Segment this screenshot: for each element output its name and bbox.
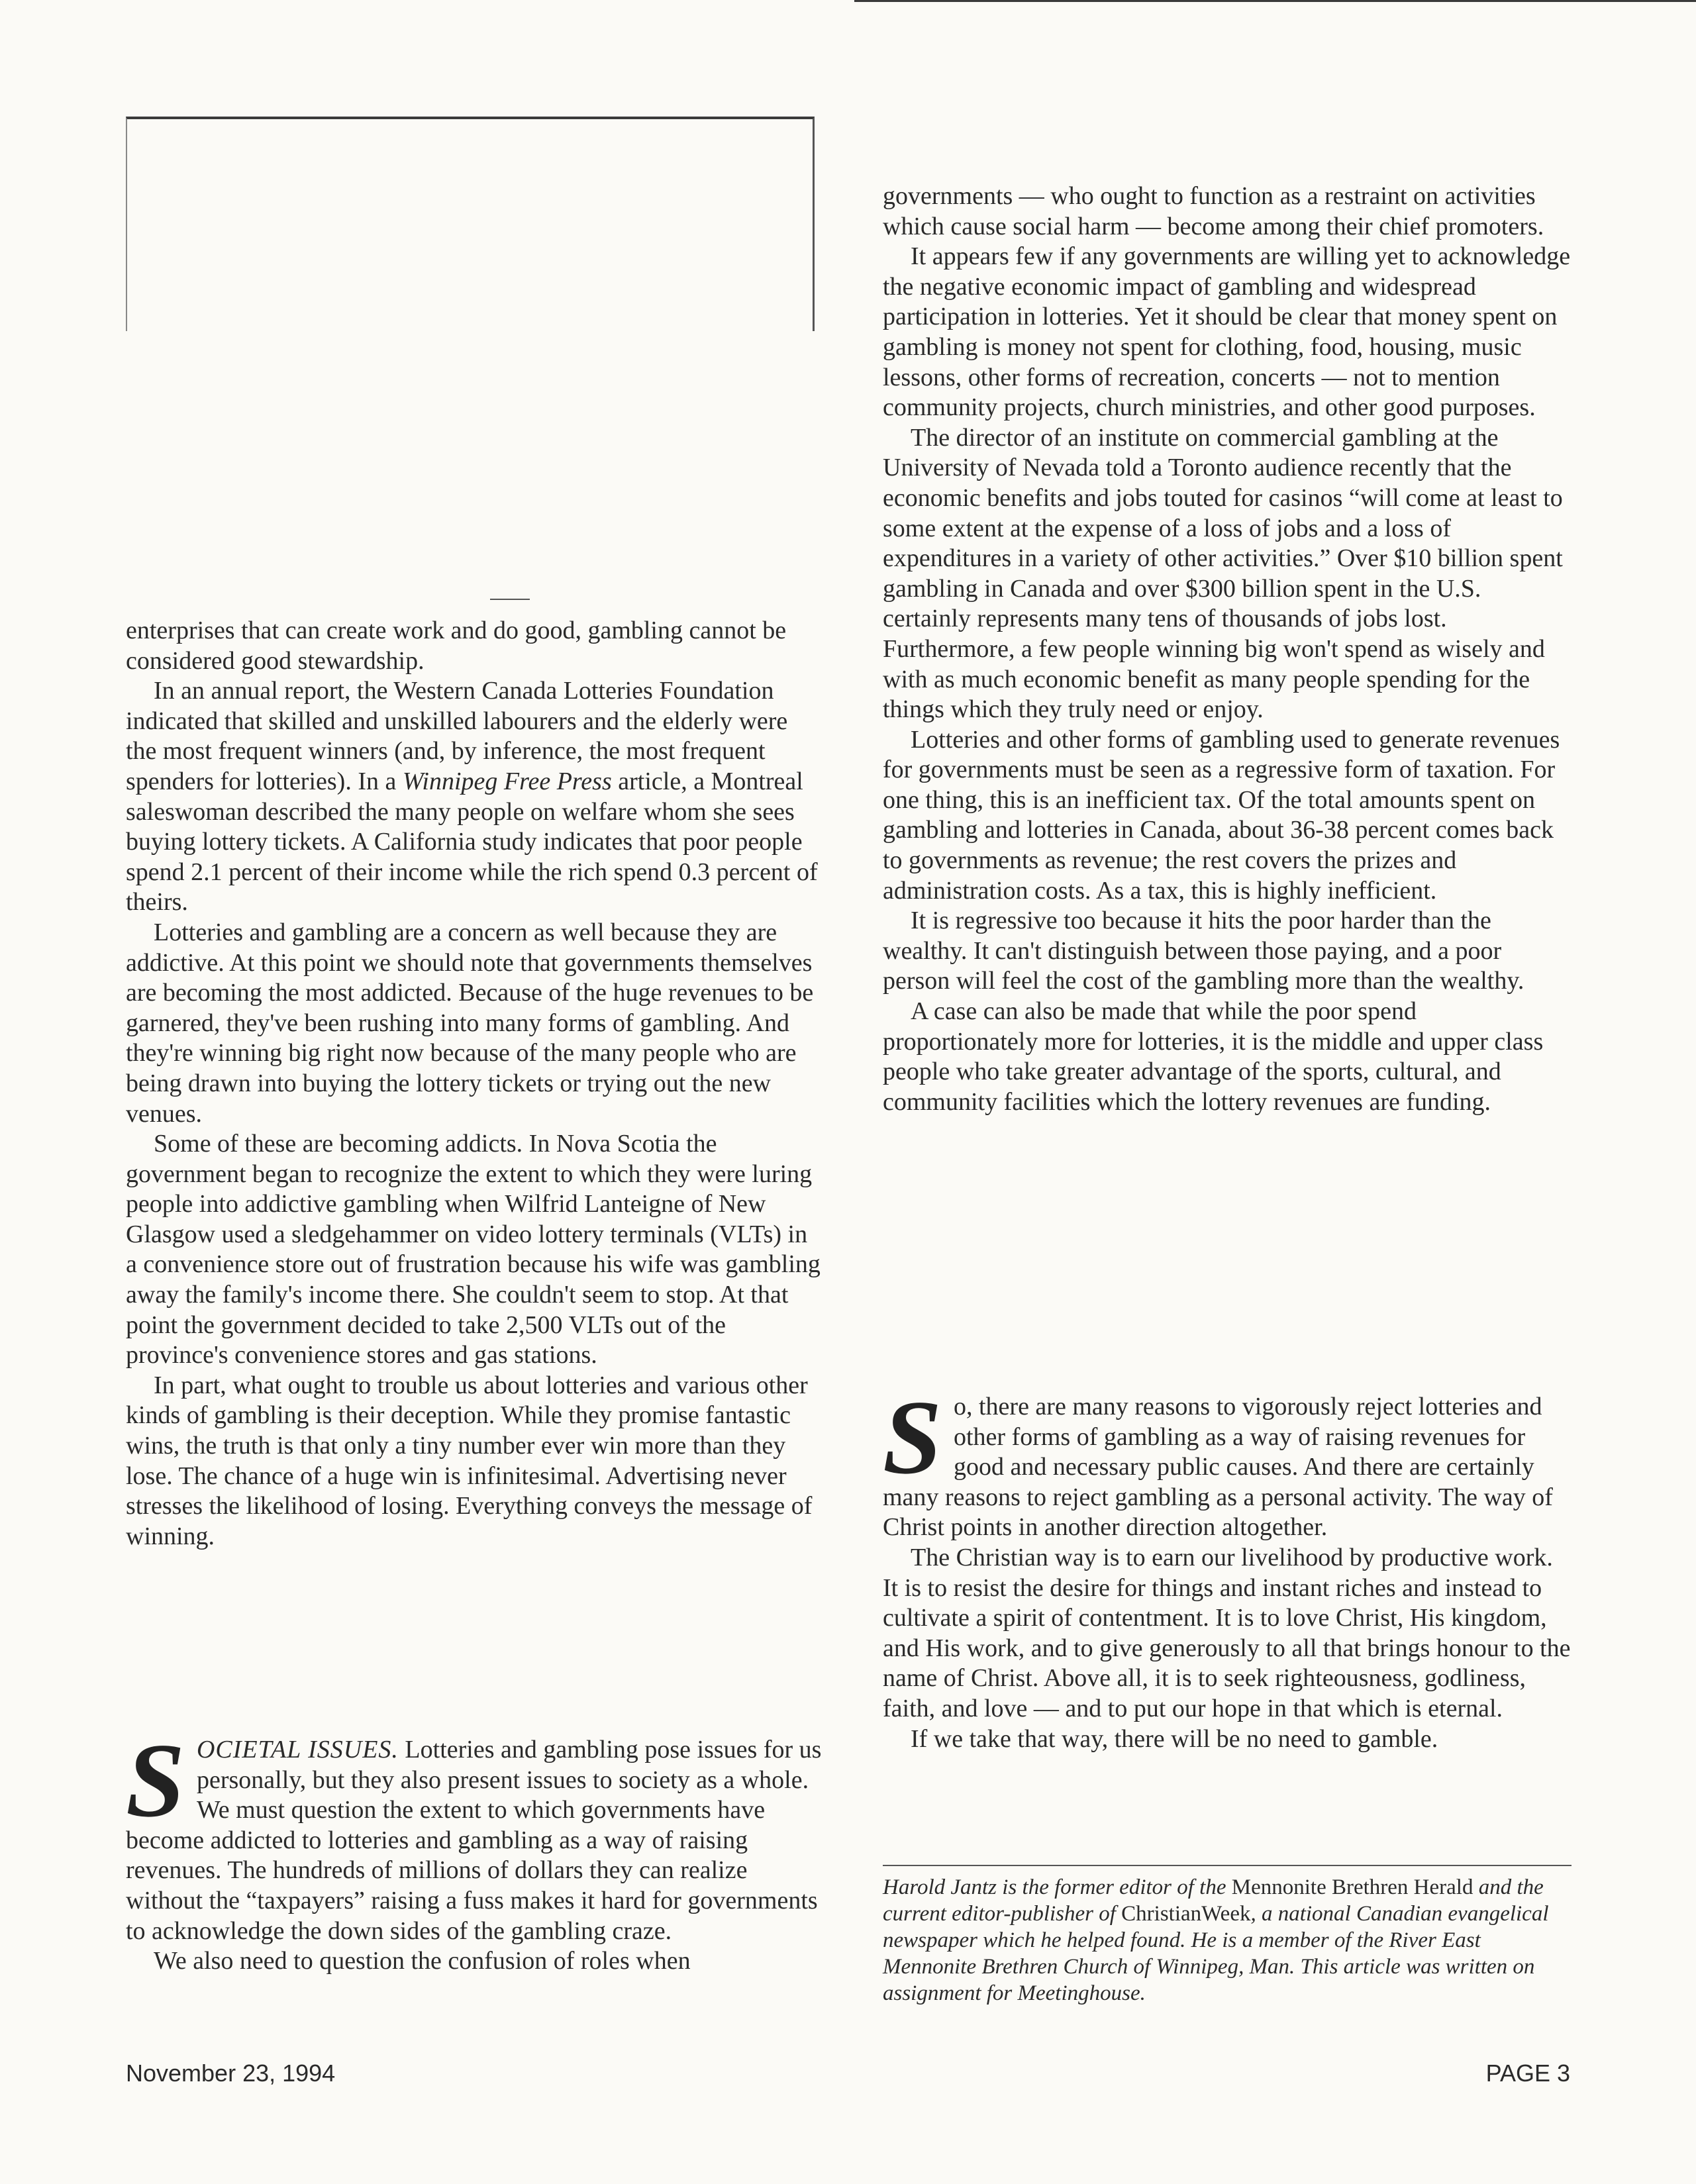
paragraph-text: article, a Montreal saleswoman described the many people on welfare whom she sees buying lottery tickets. A California study indicates that poor people spend 2.1 percent of their income while the rich spend 0.3 percent of theirs. xyxy=(126,767,818,917)
caption-dash xyxy=(490,599,530,600)
bio-text: and the current editor-publisher of xyxy=(883,1875,1544,1926)
paragraph: It is regressive too because it hits the poor harder than the wealthy. It can't distinguish between those paying, and a poor person will feel the cost of the gambling more than the wealthy. xyxy=(883,907,1524,995)
top-edge-rule xyxy=(854,0,1696,2)
publication-name: Winnipeg Free Press xyxy=(402,767,612,795)
paragraph: enterprises that can create work and do good, gambling cannot be considered good stewardship. xyxy=(126,617,787,675)
drop-cap: S xyxy=(126,1721,185,1839)
bio-text: , a national Canadian evangelical newspaper which he helped found. He is a member of the River East Mennonite Brethren Church of Winnipeg, Man. This article was written on assignment for Meetinghouse. xyxy=(883,1902,1549,2005)
page-number: PAGE 3 xyxy=(1485,2060,1570,2087)
paragraph: The director of an institute on commercial gambling at the University of Nevada told a Toronto audience recently that the economic benefits and jobs touted for casinos “will come at least to some extent at the expense of a loss of jobs and a loss of expenditures in a variety of other activities.” Over $10 billion spent gambling in Canada and over $300 billion spent in the U.S. certainly represents many tens of thousands of jobs lost. Furthermore, a few people winning big won't spend as wisely and with as much economic benefit as many people spending for the things which they truly need or enjoy. xyxy=(883,423,1563,724)
drop-cap: S xyxy=(883,1378,942,1496)
paragraph: Lotteries and gambling are a concern as well because they are addictive. At this point we should note that governments themselves are becoming the most addicted. Because of the huge revenues to be garnered, they've been rushing into many forms of gambling. And they're winning big right now because of the many people who are being drawn into buying the lottery tickets or trying out the new venues. xyxy=(126,918,814,1128)
right-column-closing xyxy=(883,1378,1571,1754)
paragraph: The Christian way is to earn our livelihood by productive work. It is to resist the desire for things and instant riches and instead to cultivate a spirit of contentment. It is to love Christ, His kingdom, and His work, and to give generously to all that brings honour to the name of Christ. Above all, it is to seek righteousness, godliness, faith, and love — and to put our hope in that which is eternal. xyxy=(883,1543,1571,1722)
author-bio xyxy=(883,1874,1571,2007)
left-column-section xyxy=(126,1721,824,1977)
paragraph: We also need to question the confusion of roles when xyxy=(154,1947,691,1975)
paragraph: It appears few if any governments are willing yet to acknowledge the negative economic impact of gambling and widespread participation in lotteries. Yet it should be clear that money spent on gambling is money not spent for clothing, food, housing, music lessons, other forms of recreation, concerts — not to mention community projects, church ministries, and other good purposes. xyxy=(883,242,1571,422)
paragraph-text: In an annual report, the Western Canada Lotteries Foundation indicated that skilled and unskilled labourers and the elderly were the most frequent winners (and, by inference, the most frequent spenders for lotteries). In a xyxy=(126,677,788,795)
paragraph-text: Lotteries and gambling pose issues for us personally, but they also present issues to society as a whole. We must question the extent to which governments have become addicted to lotteries and gambling as a way of raising revenues. The hundreds of millions of dollars they can realize without the “taxpayers” raising a fuss makes it hard for governments to acknowledge the down sides of the gambling craze. xyxy=(126,1736,822,1945)
publication-name: ChristianWeek xyxy=(1121,1902,1251,1926)
bio-text: Harold Jantz is the former editor of the xyxy=(883,1875,1232,1899)
paragraph xyxy=(126,676,824,918)
paragraph: governments — who ought to function as a restraint on activities which cause social harm — become among their chief promoters. xyxy=(883,182,1544,240)
right-column xyxy=(883,181,1571,1117)
publication-name: Mennonite Brethren Herald xyxy=(1231,1875,1473,1899)
closing-paragraph xyxy=(883,1378,1571,1543)
paragraph: In part, what ought to trouble us about lotteries and various other kinds of gambling is their deception. While they promise fantastic wins, the truth is that only a tiny number ever win more than they lose. The chance of a huge win is infinitesimal. Advertising never stresses the likelihood of losing. Everything conveys the message of winning. xyxy=(126,1371,813,1550)
paragraph-text: o, there are many reasons to vigorously reject lotteries and other forms of gambling as a way of raising revenues for good and necessary public causes. And there are certainly many reasons to reject gambling as a personal activity. The way of Christ points in another direction altogether. xyxy=(883,1393,1553,1542)
section-paragraph xyxy=(126,1721,824,1946)
section-heading: OCIETAL ISSUES. xyxy=(196,1736,399,1763)
issue-date: November 23, 1994 xyxy=(126,2060,336,2087)
paragraph: If we take that way, there will be no need to gamble. xyxy=(911,1724,1438,1753)
left-column-top xyxy=(126,616,824,1552)
paragraph: Lotteries and other forms of gambling used to generate revenues for governments must be seen as a regressive form of taxation. For one thing, this is an inefficient tax. Of the total amounts spent on gambling and lotteries in Canada, about 36-38 percent comes back to governments as revenue; the rest covers the prizes and administration costs. As a tax, this is highly inefficient. xyxy=(883,725,1560,905)
paragraph: A case can also be made that while the poor spend proportionately more for lotteries, it is the middle and upper class people who take greater advantage of the sports, cultural, and community facilities which the lottery revenues are funding. xyxy=(883,997,1544,1116)
photo-frame xyxy=(126,117,815,331)
bio-divider xyxy=(883,1865,1571,1866)
paragraph: Some of these are becoming addicts. In Nova Scotia the government began to recognize the extent to which they were luring people into addictive gambling when Wilfrid Lanteigne of New Glasgow used a sledgehammer on video lottery terminals (VLTs) in a convenience store out of frustration because his wife was gambling away the family's income there. She couldn't seem to stop. At that point the government decided to take 2,500 VLTs out of the province's convenience stores and gas stations. xyxy=(126,1130,821,1369)
